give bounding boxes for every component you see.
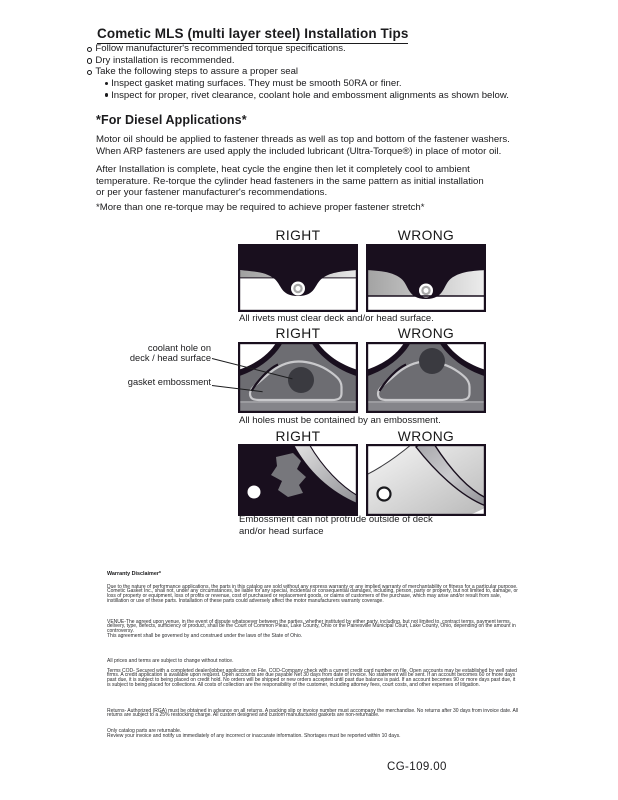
diagram-protrusion-right bbox=[238, 444, 358, 516]
open-bullet-icon bbox=[87, 47, 92, 52]
tip-text: Inspect for proper, rivet clearance, coolant hole and embossment alignments as shown below. bbox=[111, 89, 509, 101]
diagram-embossment-right bbox=[238, 342, 358, 413]
governing-law-clause: This agreement shall be governed by and construed under the laws of the State of Ohio. bbox=[107, 632, 303, 639]
gasket-embossment-callout: gasket embossment bbox=[127, 377, 211, 387]
bolt-hole bbox=[248, 486, 261, 499]
diagram-embossment-wrong bbox=[366, 342, 486, 413]
tip-text: Follow manufacturer's recommended torque specifications. bbox=[95, 43, 346, 54]
row2-caption: All holes must be contained by an embossment. bbox=[239, 414, 441, 426]
right-label: RIGHT bbox=[275, 228, 321, 243]
paragraph-line: Motor oil should be applied to fastener threads as well as top and bottom of the fastener washers. bbox=[96, 134, 510, 145]
list-item bbox=[105, 78, 548, 90]
warranty-paragraph bbox=[107, 620, 519, 639]
filled-bullet-icon bbox=[105, 93, 109, 97]
callout-line-1: coolant hole on bbox=[147, 343, 211, 353]
row1-caption: All rivets must clear deck and/or head surface. bbox=[239, 313, 434, 324]
installation-tips-list bbox=[87, 43, 547, 102]
diagram-rivet-wrong bbox=[366, 244, 486, 312]
right-label: RIGHT bbox=[275, 429, 321, 444]
tip-text: Dry installation is recommended. bbox=[95, 54, 235, 66]
paragraph-line: After Installation is complete, heat cycle the engine then let it completely cool to ambient bbox=[96, 164, 470, 175]
warranty-paragraph: Terms COD- Secured with a completed dealer/jobber application on File, COD-Company check with a current credit card number on file. Open accounts may be established by well rated firms. A credit application is available upon request. Open accounts are due payable Net 30 days from date of invoice. No statement will be sent. If an account becomes 60 or more days past due, it is subject to being placed on credit hold. No orders will be shipped or new orders accepted until past due balance is paid. If an account becomes 90 or more days past due, it is subject to being placed for collections. All costs of collection are the responsibility of the customer, including attorney fees, court costs, and other expenses of litigation. bbox=[107, 667, 517, 688]
filled-bullet-icon bbox=[105, 82, 109, 86]
tip-text: Inspect gasket mating surfaces. They must be smooth 50RA or finer. bbox=[111, 78, 402, 90]
paragraph-line: When ARP fasteners are used apply the included lubricant (Ultra-Torque®) in place of motor oil. bbox=[96, 145, 502, 157]
warranty-paragraph bbox=[107, 729, 519, 739]
list-item bbox=[105, 90, 548, 102]
tip-text: Take the following steps to assure a proper seal bbox=[95, 66, 299, 78]
returnable-clause: Only catalog parts are returnable. bbox=[107, 728, 182, 734]
list-item bbox=[87, 55, 547, 67]
bolt-hole bbox=[378, 488, 391, 501]
paragraph-line: temperature. Re-torque the cylinder head fasteners in the same pattern as initial installation bbox=[96, 175, 484, 187]
diesel-paragraph-2 bbox=[96, 164, 566, 199]
coolant-hole bbox=[288, 367, 314, 393]
list-item bbox=[87, 43, 547, 55]
diagram-protrusion-wrong bbox=[366, 444, 486, 516]
warranty-paragraph: Due to the nature of performance applications, the parts in this catalog are sold without any express warranty or any implied warranty of merchantability or fitness for a particular purpose. Cometic Gasket Inc., shall not, under any circumstances, be liable for any special, incidental or consequential damages, including, person, party or property, but not limited to, damage, or loss of property or equipment, loss of profits or revenue, cost of purchased or replacement goods, or claims of customers of the purchase, which may arise and/or result from sale, instillation or use of these parts. Installation of these parts could adversely affect the motor manufacturers warranty coverage. bbox=[107, 583, 518, 604]
row3-caption: Embossment can not protrude outside of deck and/or head surface bbox=[239, 514, 433, 537]
paragraph-line: or per your fastener manufacturer's recommendations. bbox=[96, 187, 328, 199]
callout-line-2: deck / head surface bbox=[129, 353, 211, 364]
wrong-label: WRONG bbox=[397, 429, 455, 444]
retorque-note: *More than one re-torque may be required to achieve proper fastener stretch* bbox=[96, 202, 425, 213]
diesel-paragraph-1 bbox=[96, 134, 566, 157]
open-bullet-icon bbox=[87, 70, 92, 75]
right-label: RIGHT bbox=[275, 326, 321, 341]
rivet-icon bbox=[291, 282, 305, 296]
page-title: Cometic MLS (multi layer steel) Installation Tips bbox=[97, 26, 408, 44]
warranty-paragraph: All prices and terms are subject to change without notice. bbox=[107, 657, 234, 664]
page-code: CG-109.00 bbox=[387, 761, 447, 773]
open-bullet-icon bbox=[87, 58, 92, 63]
warranty-paragraph: Returns- Authorized (RGA) must be obtained in advance on all returns. A packing slip or invoice number must accompany the merchandise. No returns after 30 days from invoice date. All returns are subject to a 25% restocking charge. All custom designed and custom manufactured gaskets are non-returnable. bbox=[107, 707, 519, 719]
venue-clause: VENUE-The agreed upon venue, in the event of dispute whatsoever between the parties, whether instituted by either party, including, but not limited to, contract terms, payment terms, delivery, type, defects, sufficiency of product, shall be the Court of Common Pleas, Lake County, Ohio or the Painesville Municipal Court, Lake County, Ohio, depending on the amount in controversy. bbox=[107, 618, 516, 634]
wrong-label: WRONG bbox=[397, 326, 455, 341]
list-item bbox=[87, 66, 547, 78]
diesel-heading: *For Diesel Applications* bbox=[96, 113, 247, 127]
wrong-label: WRONG bbox=[397, 228, 455, 243]
warranty-heading: Warranty Disclaimer* bbox=[107, 571, 162, 577]
review-clause: Review your invoice and notify us immediately of any incorrect or inaccurate information. Shortages must be reported within 10 days. bbox=[107, 732, 401, 739]
coolant-hole bbox=[419, 348, 445, 374]
coolant-hole-callout bbox=[95, 343, 211, 364]
diagram-rivet-right bbox=[238, 244, 358, 312]
